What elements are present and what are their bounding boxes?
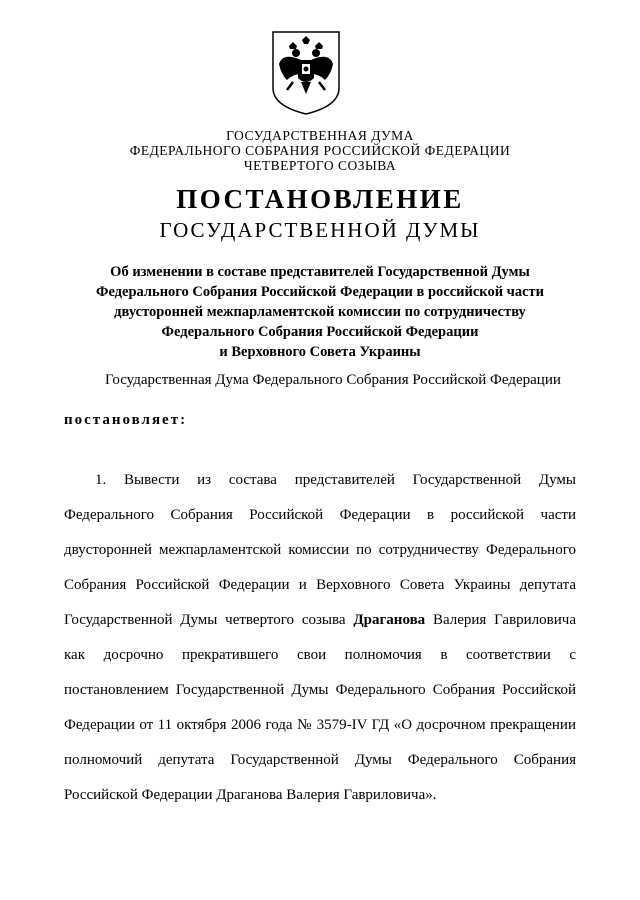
line-text: Государственной Думы четвертого созыва: [64, 612, 354, 628]
document-subtitle: ГОСУДАРСТВЕННОЙ ДУМЫ: [159, 218, 481, 242]
line-text: Валерия Гавриловича: [425, 612, 576, 628]
paragraph-line: двусторонней межпарламентской комиссии по сотрудничеству Федерального: [64, 542, 576, 558]
decree-word: постановляет:: [64, 412, 188, 428]
paragraph-line: Российской Федерации Драганова Валерия Гавриловича».: [64, 787, 437, 803]
paragraph-line: как досрочно прекратившего свои полномочия в соответствии с: [64, 647, 576, 663]
subject-line: Федерального Собрания Российской Федерации в российской части: [95, 284, 545, 300]
deputy-surname: Драганова: [353, 612, 426, 628]
coat-of-arms-emblem: [271, 30, 341, 116]
header-line-3: ЧЕТВЕРТОГО СОЗЫВА: [243, 158, 397, 173]
document-title: ПОСТАНОВЛЕНИЕ: [176, 184, 464, 214]
subject-line: Об изменении в составе представителей Государственной Думы: [110, 264, 530, 280]
subject-heading: [60, 262, 580, 362]
subject-line: Федерального Собрания Российской Федерации: [161, 324, 479, 340]
preamble: Государственная Дума Федерального Собрания Российской Федерации: [105, 372, 561, 388]
paragraph-line: Федерального Собрания Российской Федерации в российской части: [64, 507, 576, 523]
subject-line: двусторонней межпарламентской комиссии по сотрудничеству: [114, 304, 526, 320]
paragraph-line: постановлением Государственной Думы Федерального Собрания Российской: [64, 682, 576, 698]
paragraph-line: Собрания Российской Федерации и Верховного Совета Украины депутата: [64, 577, 576, 593]
paragraph-line: Федерации от 11 октября 2006 года № 3579-IV ГД «О досрочном прекращении: [64, 717, 576, 733]
paragraph-line: 1. Вывести из состава представителей Государственной Думы: [95, 472, 576, 488]
paragraph-line: [64, 612, 576, 629]
header-line-2: ФЕДЕРАЛЬНОГО СОБРАНИЯ РОССИЙСКОЙ ФЕДЕРАЦИИ: [129, 143, 511, 158]
header-line-1: ГОСУДАРСТВЕННАЯ ДУМА: [226, 128, 414, 143]
subject-line: и Верховного Совета Украины: [219, 344, 421, 360]
paragraph-line: полномочий депутата Государственной Думы Федерального Собрания: [64, 752, 576, 768]
